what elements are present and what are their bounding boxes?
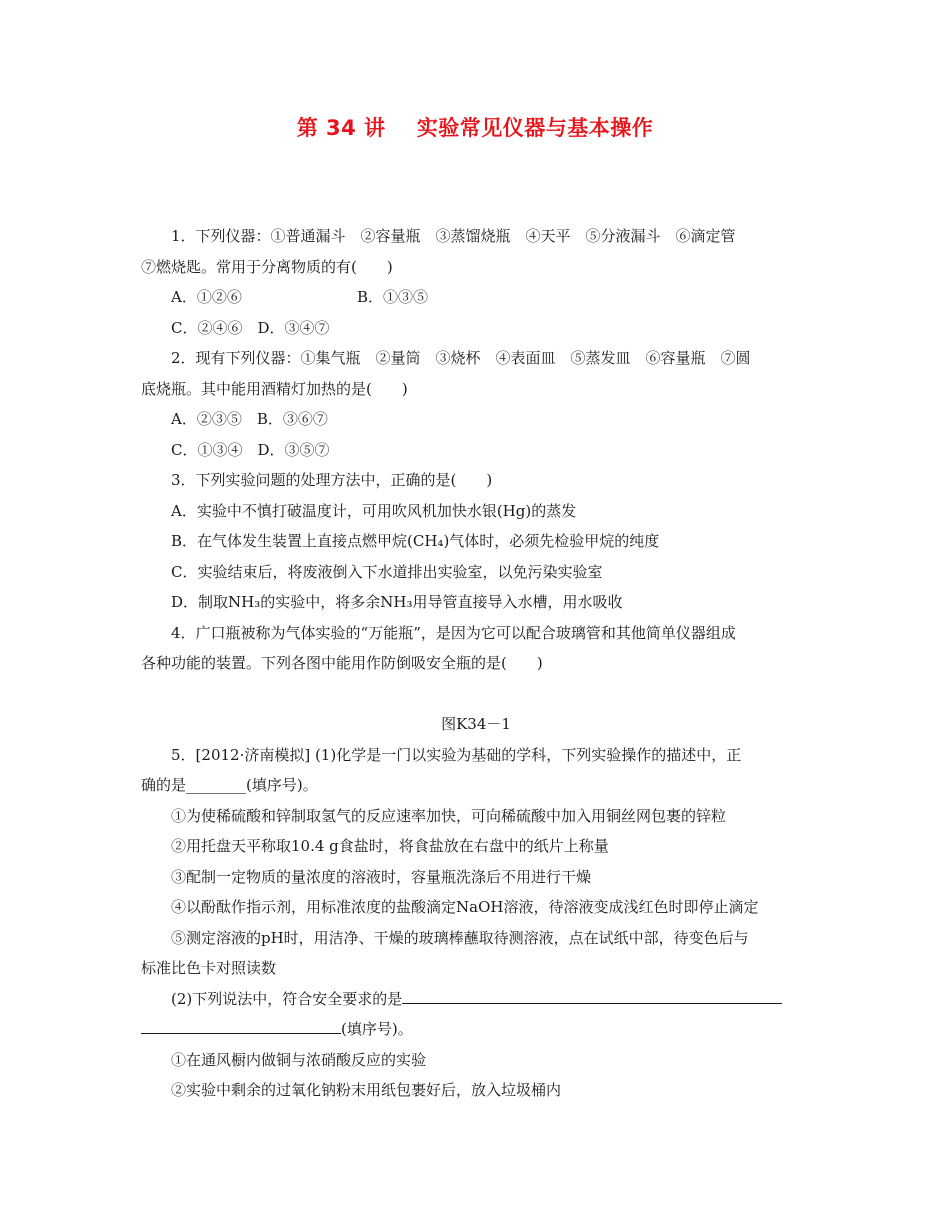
- figure-caption: 图K34－1: [441, 715, 511, 733]
- q5-part2-prefix: (2)下列说法中，符合安全要求的是: [171, 989, 403, 1008]
- q3-option-c: C．实验结束后，将废液倒入下水道排出实验室，以免污染实验室: [171, 562, 603, 581]
- q5-item-5-line1: ⑤测定溶液的pH时，用洁净、干燥的玻璃棒蘸取待测溶液，点在试纸中部，待变色后与: [171, 928, 749, 947]
- q1-option-a: A．①②⑥: [171, 288, 242, 306]
- q4-stem-line1: 4．广口瓶被称为气体实验的“万能瓶”，是因为它可以配合玻璃管和其他简单仪器组成: [171, 623, 736, 642]
- q2-options-ab: A．②③⑤ B．③⑥⑦: [171, 410, 328, 428]
- q5-part2-line1: [141, 984, 811, 1015]
- q5-item-2: ②用托盘天平称取10.4 g食盐时，将食盐放在右盘中的纸片上称量: [171, 837, 609, 855]
- q5-part2-line2: [141, 1014, 811, 1045]
- q1-options-ab: [141, 282, 811, 313]
- answer-blank: [402, 985, 782, 1004]
- q1-options-cd: C．②④⑥ D．③④⑦: [171, 318, 330, 337]
- q3-stem: 3．下列实验问题的处理方法中，正确的是( ): [171, 471, 493, 489]
- q3-option-d: D．制取NH₃的实验中，将多余NH₃用导管直接导入水槽，用水吸收: [171, 593, 623, 611]
- q5-item-1: ①为使稀硫酸和锌制取氢气的反应速率加快，可向稀硫酸中加入用铜丝网包裹的锌粒: [171, 806, 727, 825]
- q5-part2-item-1: ①在通风橱内做铜与浓硝酸反应的实验: [171, 1050, 427, 1069]
- q2-stem-line2: 底烧瓶。其中能用酒精灯加热的是( ): [141, 379, 408, 398]
- q4-stem-line2: 各种功能的装置。下列各图中能用作防倒吸安全瓶的是( ): [141, 654, 543, 672]
- q1-stem-line1: 1．下列仪器：①普通漏斗 ②容量瓶 ③蒸馏烧瓶 ④天平 ⑤分液漏斗 ⑥滴定管: [171, 227, 736, 245]
- q5-item-3: ③配制一定物质的量浓度的溶液时，容量瓶洗涤后不用进行干燥: [171, 867, 592, 886]
- answer-blank-continued: [141, 1015, 341, 1034]
- page-title: 第 34 讲 实验常见仪器与基本操作: [296, 116, 654, 140]
- q3-option-b: B．在气体发生装置上直接点燃甲烷(CH₄)气体时，必须先检验甲烷的纯度: [171, 532, 660, 550]
- q5-stem-line2: 确的是________(填序号)。: [141, 776, 318, 794]
- question-content: [141, 221, 811, 1106]
- q5-part2-suffix: (填序号)。: [341, 1020, 413, 1038]
- q3-option-a: A．实验中不慎打破温度计，可用吹风机加快水银(Hg)的蒸发: [171, 501, 577, 520]
- q5-part2-item-2: ②实验中剩余的过氧化钠粉末用纸包裹好后，放入垃圾桶内: [171, 1081, 562, 1099]
- q5-stem-line1: 5．[2012·济南模拟] (1)化学是一门以实验为基础的学科，下列实验操作的描述中，正: [171, 745, 742, 764]
- q2-stem-line1: 2．现有下列仪器：①集气瓶 ②量筒 ③烧杯 ④表面皿 ⑤蒸发皿 ⑥容量瓶 ⑦圆: [171, 349, 751, 367]
- q5-item-4: ④以酚酞作指示剂，用标准浓度的盐酸滴定NaOH溶液，待溶液变成浅红色时即停止滴定: [171, 898, 759, 916]
- q5-item-5-line2: 标准比色卡对照读数: [141, 959, 277, 977]
- q1-option-b: B．①③⑤: [357, 288, 429, 306]
- q1-stem-line2: ⑦燃烧匙。常用于分离物质的有( ): [141, 257, 393, 276]
- q2-options-cd: C．①③④ D．③⑤⑦: [171, 440, 330, 459]
